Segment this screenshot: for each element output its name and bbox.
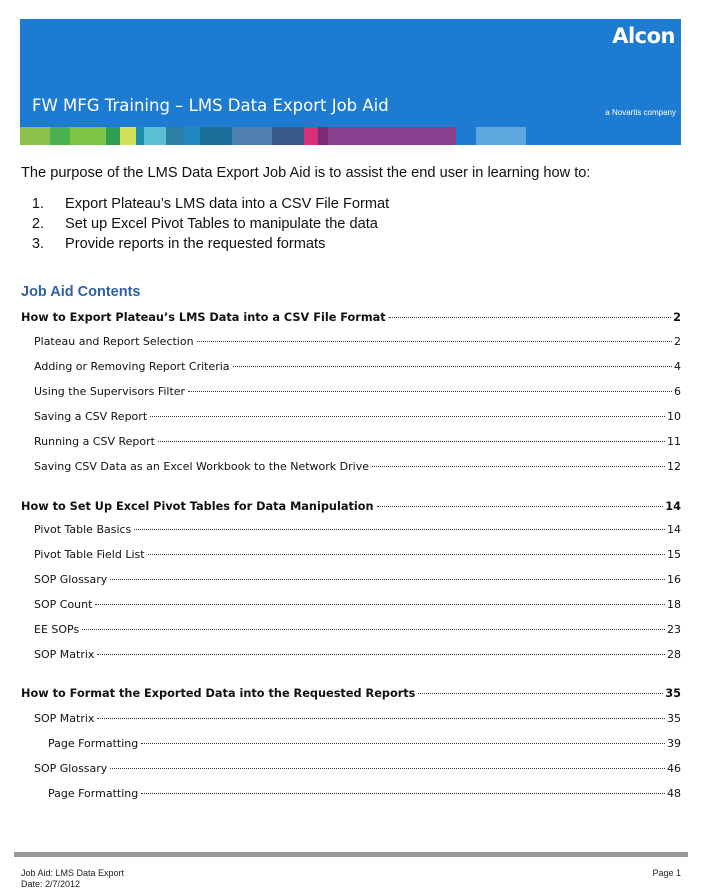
color-stripe-segment (526, 127, 621, 145)
footer-date: Date: 2/7/2012 (21, 879, 81, 889)
toc-leader-dots (188, 390, 672, 392)
toc-entry-page: 2 (673, 311, 681, 324)
toc-leader-dots (95, 603, 665, 605)
toc-entry[interactable] (21, 647, 681, 663)
toc-entry-title: SOP Matrix (34, 648, 95, 661)
toc-entry[interactable] (21, 384, 681, 400)
toc-leader-dots (418, 692, 663, 694)
toc-entry-title: How to Export Plateau’s LMS Data into a CSV File Format (21, 311, 386, 324)
toc-entry[interactable] (21, 786, 681, 802)
toc-entry-page: 6 (674, 385, 681, 398)
color-stripe-segment (318, 127, 328, 145)
color-stripe-segment (304, 127, 318, 145)
toc-entry-page: 14 (667, 523, 681, 536)
toc-entry-page: 11 (667, 435, 681, 448)
footer-job-aid: Job Aid: LMS Data Export (21, 868, 125, 878)
toc-leader-dots (141, 792, 665, 794)
toc-leader-dots (134, 528, 665, 530)
color-stripe-bar (20, 127, 681, 145)
toc-leader-dots (389, 316, 671, 318)
footer-page-number: Page 1 (652, 868, 681, 878)
toc-entry[interactable] (21, 622, 681, 638)
toc-entry-title: SOP Count (34, 598, 93, 611)
toc-entry[interactable] (21, 409, 681, 425)
toc-entry-title: EE SOPs (34, 623, 80, 636)
toc-entry-title: Page Formatting (48, 787, 139, 800)
toc-leader-dots (141, 742, 665, 744)
toc-entry-title: SOP Matrix (34, 712, 95, 725)
color-stripe-segment (272, 127, 304, 145)
purpose-item: 2. Set up Excel Pivot Tables to manipulate the data (31, 216, 378, 232)
toc-entry[interactable] (21, 736, 681, 752)
toc-entry-page: 15 (667, 548, 681, 561)
toc-entry[interactable] (21, 761, 681, 777)
toc-entry-page: 39 (667, 737, 681, 750)
toc-entry[interactable] (21, 522, 681, 538)
toc-entry[interactable] (21, 334, 681, 350)
toc-entry-title: Page Formatting (48, 737, 139, 750)
toc-entry-page: 46 (667, 762, 681, 775)
toc-entry-page: 23 (667, 623, 681, 636)
toc-entry-page: 12 (667, 460, 681, 473)
toc-entry-page: 16 (667, 573, 681, 586)
color-stripe-segment (120, 127, 136, 145)
toc-leader-dots (158, 440, 665, 442)
purpose-item: 3. Provide reports in the requested formats (31, 236, 326, 252)
color-stripe-segment (70, 127, 106, 145)
color-stripe-segment (106, 127, 120, 145)
toc-leader-dots (233, 365, 672, 367)
purpose-item: 1. Export Plateau’s LMS data into a CSV File Format (31, 196, 390, 212)
toc-entry-title: Saving CSV Data as an Excel Workbook to the Network Drive (34, 460, 370, 473)
novartis-tagline: a Novartis company (605, 108, 676, 117)
toc-leader-dots (97, 717, 665, 719)
toc-entry-title: How to Format the Exported Data into the Requested Reports (21, 687, 416, 700)
toc-leader-dots (97, 653, 665, 655)
toc-entry[interactable] (21, 547, 681, 563)
toc-entry[interactable] (21, 310, 681, 326)
toc-leader-dots (110, 767, 665, 769)
header-banner (20, 19, 681, 145)
footer-info (21, 868, 124, 890)
color-stripe-segment (136, 127, 144, 145)
intro-text: The purpose of the LMS Data Export Job Aid is to assist the end user in learning how to: (21, 165, 591, 181)
toc-entry-title: SOP Glossary (34, 762, 108, 775)
toc-entry-title: Adding or Removing Report Criteria (34, 360, 230, 373)
toc-entry-page: 28 (667, 648, 681, 661)
color-stripe-segment (184, 127, 200, 145)
toc-entry-title: SOP Glossary (34, 573, 108, 586)
toc-entry-title: Pivot Table Basics (34, 523, 132, 536)
color-stripe-segment (20, 127, 50, 145)
toc-leader-dots (110, 578, 665, 580)
toc-entry[interactable] (21, 572, 681, 588)
toc-leader-dots (150, 415, 665, 417)
toc-entry-title: Using the Supervisors Filter (34, 385, 186, 398)
toc-entry-page: 18 (667, 598, 681, 611)
document-title: FW MFG Training – LMS Data Export Job Aid (32, 96, 389, 115)
toc-entry-title: Saving a CSV Report (34, 410, 148, 423)
toc-entry-page: 48 (667, 787, 681, 800)
toc-entry-page: 4 (674, 360, 681, 373)
alcon-logo: Alcon (612, 24, 675, 48)
purpose-list (22, 194, 389, 254)
toc-leader-dots (82, 628, 665, 630)
toc-entry[interactable] (21, 459, 681, 475)
toc-entry-title: How to Set Up Excel Pivot Tables for Data Manipulation (21, 500, 374, 513)
toc-entry[interactable] (21, 434, 681, 450)
toc-leader-dots (148, 553, 665, 555)
toc-leader-dots (377, 505, 664, 507)
contents-heading: Job Aid Contents (21, 284, 141, 300)
toc-entry-page: 35 (665, 687, 681, 700)
toc-entry-page: 10 (667, 410, 681, 423)
color-stripe-segment (456, 127, 476, 145)
toc-entry[interactable] (21, 686, 681, 702)
toc-entry-page: 14 (665, 500, 681, 513)
color-stripe-segment (232, 127, 272, 145)
toc-entry-title: Pivot Table Field List (34, 548, 145, 561)
color-stripe-segment (200, 127, 232, 145)
toc-entry[interactable] (21, 597, 681, 613)
toc-leader-dots (372, 465, 665, 467)
toc-entry-page: 35 (667, 712, 681, 725)
color-stripe-segment (476, 127, 526, 145)
toc-leader-dots (197, 340, 672, 342)
toc-entry-title: Plateau and Report Selection (34, 335, 194, 348)
footer-rule (14, 852, 688, 857)
color-stripe-segment (50, 127, 70, 145)
toc-entry[interactable] (21, 711, 681, 727)
toc-entry-page: 2 (674, 335, 681, 348)
toc-entry[interactable] (21, 499, 681, 515)
toc-entry[interactable] (21, 359, 681, 375)
color-stripe-segment (328, 127, 456, 145)
color-stripe-segment (144, 127, 166, 145)
color-stripe-segment (166, 127, 184, 145)
toc-entry-title: Running a CSV Report (34, 435, 155, 448)
